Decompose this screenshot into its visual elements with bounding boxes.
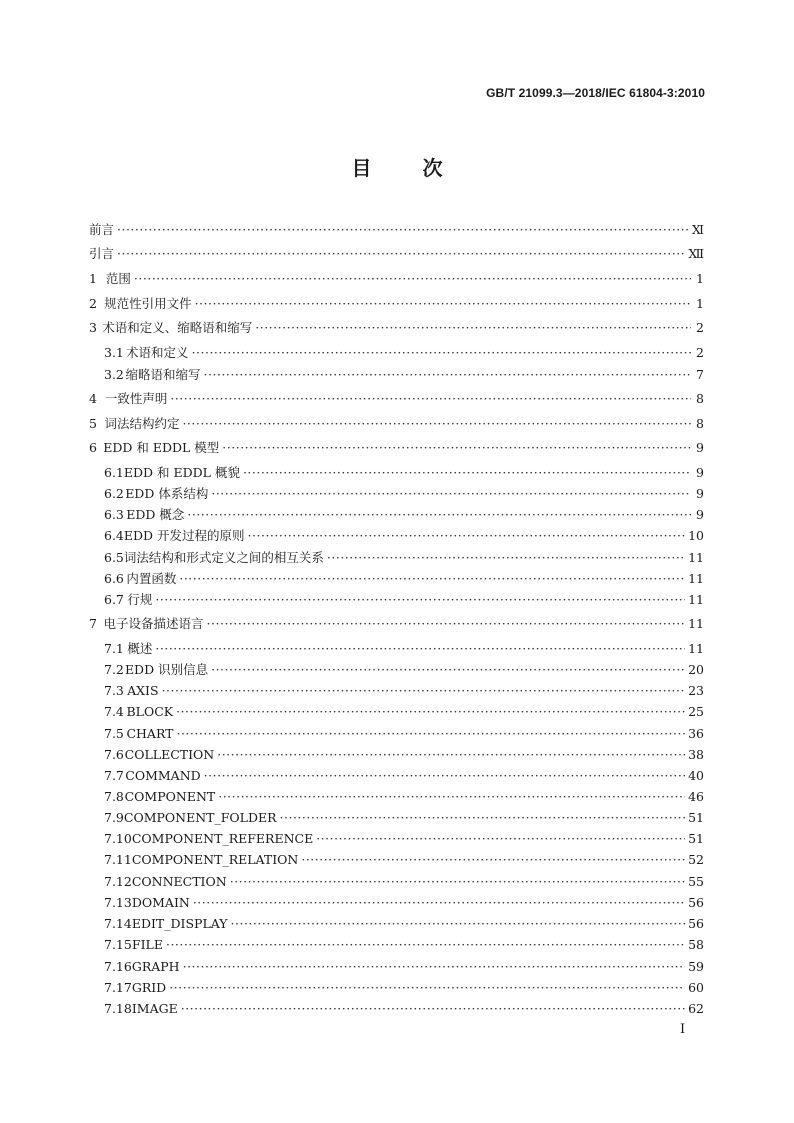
toc-entry[interactable] [104, 724, 704, 744]
toc-entry-number: 7.15 [104, 937, 132, 952]
dot-leader [218, 787, 685, 807]
toc-entry-page: 62 [688, 1001, 704, 1016]
toc-entry-label: 前言 [89, 222, 115, 237]
toc-entry[interactable] [104, 505, 704, 525]
toc-entry[interactable] [89, 389, 704, 409]
toc-entry-label: EDD 和 EDDL 概貌 [123, 465, 240, 480]
toc-entry-number: 6.1 [104, 465, 124, 480]
toc-entry-label: COMPONENT [124, 789, 216, 804]
toc-entry-number: 6.3 [104, 507, 124, 522]
toc-entry[interactable] [89, 414, 704, 434]
toc-entry-number: 7.14 [104, 916, 132, 931]
toc-entry[interactable] [104, 829, 704, 849]
dot-leader [204, 365, 691, 385]
toc-entry-number: 3.2 [104, 367, 124, 382]
toc-entry-page: Ⅺ [691, 222, 704, 237]
toc-entry-label: 词法结构和形式定义之间的相互关系 [123, 550, 324, 565]
toc-entry-page: 9 [696, 486, 704, 501]
dot-leader [134, 269, 691, 289]
toc-entry-label: 内置函数 [126, 571, 177, 586]
toc-entry[interactable] [104, 745, 704, 765]
dot-leader [231, 914, 686, 934]
toc-entry-page: Ⅻ [688, 246, 704, 261]
dot-leader [155, 590, 685, 610]
toc-entry-number: 3 [89, 320, 97, 335]
toc-entry-label: COMPONENT_RELATION [131, 852, 299, 867]
toc-entry-page: 23 [688, 683, 704, 698]
toc-entry-page: 51 [688, 810, 704, 825]
dot-leader [192, 343, 691, 363]
toc-entry-page: 55 [688, 874, 704, 889]
toc-entry[interactable] [104, 893, 704, 913]
toc-entry[interactable] [104, 548, 704, 568]
toc-entry-number: 7.1 [104, 641, 124, 656]
page-number: I [680, 1022, 686, 1037]
toc-entry-label: 引言 [89, 246, 115, 261]
toc-entry[interactable] [104, 957, 704, 977]
toc-entry-label: CHART [126, 726, 174, 741]
dot-leader [187, 505, 691, 525]
toc-entry-page: 10 [688, 528, 704, 543]
toc-entry-page: 8 [696, 416, 704, 431]
toc-entry-number: 7.11 [104, 852, 132, 867]
toc-entry-number: 7.18 [104, 1001, 132, 1016]
toc-entry-number: 7 [89, 616, 97, 631]
toc-entry[interactable] [104, 365, 704, 385]
toc-entry-label: EDIT_DISPLAY [131, 916, 228, 931]
toc-entry[interactable] [104, 766, 704, 786]
toc-entry[interactable] [104, 526, 704, 546]
toc-entry-number: 7.6 [104, 747, 124, 762]
toc-entry-page: 11 [688, 550, 704, 565]
dot-leader [183, 957, 686, 977]
toc-entry[interactable] [104, 484, 704, 504]
dot-leader [181, 999, 685, 1019]
toc-entry-page: 52 [688, 852, 704, 867]
toc-entry-label: 电子设备描述语言 [103, 616, 204, 631]
toc-entry-page: 8 [696, 391, 704, 406]
dot-leader [162, 681, 686, 701]
toc-entry[interactable] [104, 808, 704, 828]
toc-entry-number: 7.13 [104, 895, 132, 910]
dot-leader [316, 829, 685, 849]
toc-entry[interactable] [104, 569, 704, 589]
dot-leader [230, 872, 685, 892]
toc-entry-label: EDD 体系结构 [125, 486, 209, 501]
toc-entry[interactable] [104, 914, 704, 934]
toc-entry[interactable] [89, 244, 704, 264]
dot-leader [248, 526, 686, 546]
toc-entry-label: EDD 和 EDDL 模型 [103, 440, 220, 455]
toc-entry-page: 36 [688, 726, 704, 741]
title-char-2: 次 [422, 156, 443, 180]
toc-entry-page: 59 [688, 959, 704, 974]
toc-entry-page: 9 [696, 507, 704, 522]
toc-entry-number: 1 [89, 271, 97, 286]
toc-entry-label: 规范性引用文件 [104, 296, 192, 311]
toc-entry-number: 7.7 [104, 768, 124, 783]
toc-entry-label: CONNECTION [131, 874, 227, 889]
toc-entry-page: 2 [696, 345, 704, 360]
dot-leader [204, 766, 685, 786]
toc-entry-page: 56 [688, 916, 704, 931]
toc-entry-page: 20 [688, 662, 704, 677]
toc-entry-page: 46 [688, 789, 704, 804]
dot-leader [179, 569, 685, 589]
dot-leader [176, 702, 685, 722]
toc-entry[interactable] [104, 978, 704, 998]
toc-entry-number: 7.3 [104, 683, 124, 698]
toc-entry-label: COLLECTION [124, 747, 215, 762]
dot-leader [176, 724, 685, 744]
toc-entry-number: 4 [89, 391, 97, 406]
toc-entry-page: 11 [688, 616, 704, 631]
dot-leader [217, 745, 685, 765]
toc-entry-number: 7.5 [104, 726, 124, 741]
toc-entry-label: 术语和定义 [126, 345, 189, 360]
toc-entry-number: 6 [89, 440, 97, 455]
toc-entry-page: 58 [688, 937, 704, 952]
dot-leader [155, 639, 685, 659]
dot-leader [193, 893, 685, 913]
toc-entry-number: 6.4 [104, 528, 124, 543]
dot-leader [117, 244, 685, 264]
toc-entry-label: 词法结构约定 [104, 416, 180, 431]
toc-entry[interactable] [89, 269, 704, 289]
toc-entry-number: 3.1 [104, 345, 124, 360]
dot-leader [117, 220, 689, 240]
toc-entry-label: 概述 [127, 641, 153, 656]
toc-entry-number: 7.12 [104, 874, 132, 889]
toc-entry[interactable] [104, 681, 704, 701]
toc-entry-label: IMAGE [131, 1001, 178, 1016]
toc-entry-number: 7.10 [104, 831, 132, 846]
dot-leader [195, 294, 691, 314]
toc-entry-number: 6.2 [104, 486, 124, 501]
toc-entry-label: 范围 [105, 271, 131, 286]
toc-entry-page: 7 [696, 367, 704, 382]
toc-entry-label: EDD 识别信息 [124, 662, 209, 677]
toc-entry-page: 11 [688, 592, 704, 607]
toc-entry-number: 7.9 [104, 810, 124, 825]
toc-entry-page: 1 [696, 271, 704, 286]
dot-leader [169, 978, 685, 998]
toc-entry[interactable] [104, 639, 704, 659]
toc-entry-number: 6.6 [104, 571, 124, 586]
dot-leader [255, 318, 691, 338]
dot-leader [301, 850, 685, 870]
toc-entry-label: GRAPH [131, 959, 180, 974]
toc-entry-label: EDD 概念 [126, 507, 185, 522]
toc-entry[interactable] [89, 318, 704, 338]
title-char-1: 目 [351, 156, 372, 180]
toc-entry-page: 51 [688, 831, 704, 846]
toc-entry-label: COMPONENT_FOLDER [123, 810, 277, 825]
toc-entry[interactable] [104, 660, 704, 680]
dot-leader [327, 548, 685, 568]
toc-entry[interactable] [104, 343, 704, 363]
dot-leader [166, 935, 685, 955]
toc-entry-label: AXIS [127, 683, 159, 698]
toc-entry-number: 5 [89, 416, 97, 431]
toc-entry-label: FILE [131, 937, 163, 952]
toc-entry[interactable] [104, 787, 704, 807]
toc-entry-label: 缩略语和缩写 [125, 367, 201, 382]
toc-entry-page: 1 [696, 296, 704, 311]
toc-entry-label: 行规 [127, 592, 153, 607]
dot-leader [182, 414, 691, 434]
toc-entry-number: 7.8 [104, 789, 124, 804]
toc-entry-page: 25 [688, 704, 704, 719]
toc-entry[interactable] [89, 438, 704, 458]
toc-entry[interactable] [104, 590, 704, 610]
toc-entry-label: 一致性声明 [104, 391, 168, 406]
toc-entry-number: 6.7 [104, 592, 124, 607]
toc-entry[interactable] [104, 850, 704, 870]
toc-entry[interactable] [104, 463, 704, 483]
toc-entry-label: COMPONENT_REFERENCE [131, 831, 314, 846]
dot-leader [243, 463, 691, 483]
toc-entry-label: DOMAIN [131, 895, 190, 910]
dot-leader [170, 389, 691, 409]
toc-entry-number: 7.16 [104, 959, 132, 974]
toc-entry-page: 40 [688, 768, 704, 783]
toc-entry-number: 7.4 [104, 704, 124, 719]
toc-entry-label: 术语和定义、缩略语和缩写 [102, 320, 253, 335]
toc-entry-page: 60 [688, 980, 704, 995]
toc-entry-number: 7.17 [104, 980, 132, 995]
standard-number: GB/T 21099.3—2018/IEC 61804-3:2010 [486, 86, 705, 100]
toc-entry-number: 2 [89, 296, 97, 311]
dot-leader [211, 484, 691, 504]
toc-entry[interactable] [104, 702, 704, 722]
toc-entry-page: 11 [688, 571, 704, 586]
toc-entry-label: BLOCK [126, 704, 174, 719]
toc-entry[interactable] [89, 294, 704, 314]
toc-entry-page: 56 [688, 895, 704, 910]
toc-entry-page: 38 [688, 747, 704, 762]
toc-entry[interactable] [104, 935, 704, 955]
dot-leader [222, 438, 691, 458]
toc-entry-label: EDD 开发过程的原则 [123, 528, 245, 543]
toc-entry[interactable] [104, 999, 704, 1019]
toc-entry-page: 2 [696, 320, 704, 335]
toc-entry-number: 6.5 [104, 550, 124, 565]
page-title [0, 152, 794, 181]
dot-leader [211, 660, 685, 680]
toc-entry[interactable] [89, 220, 704, 240]
toc-entry-label: GRID [131, 980, 167, 995]
dot-leader [207, 614, 686, 634]
toc-entry-page: 9 [696, 440, 704, 455]
toc-entry-page: 11 [688, 641, 704, 656]
dot-leader [280, 808, 686, 828]
toc-entry[interactable] [89, 614, 704, 634]
toc-entry-label: COMMAND [125, 768, 201, 783]
toc-entry-page: 9 [696, 465, 704, 480]
toc-entry-number: 7.2 [104, 662, 124, 677]
toc-entry[interactable] [104, 872, 704, 892]
